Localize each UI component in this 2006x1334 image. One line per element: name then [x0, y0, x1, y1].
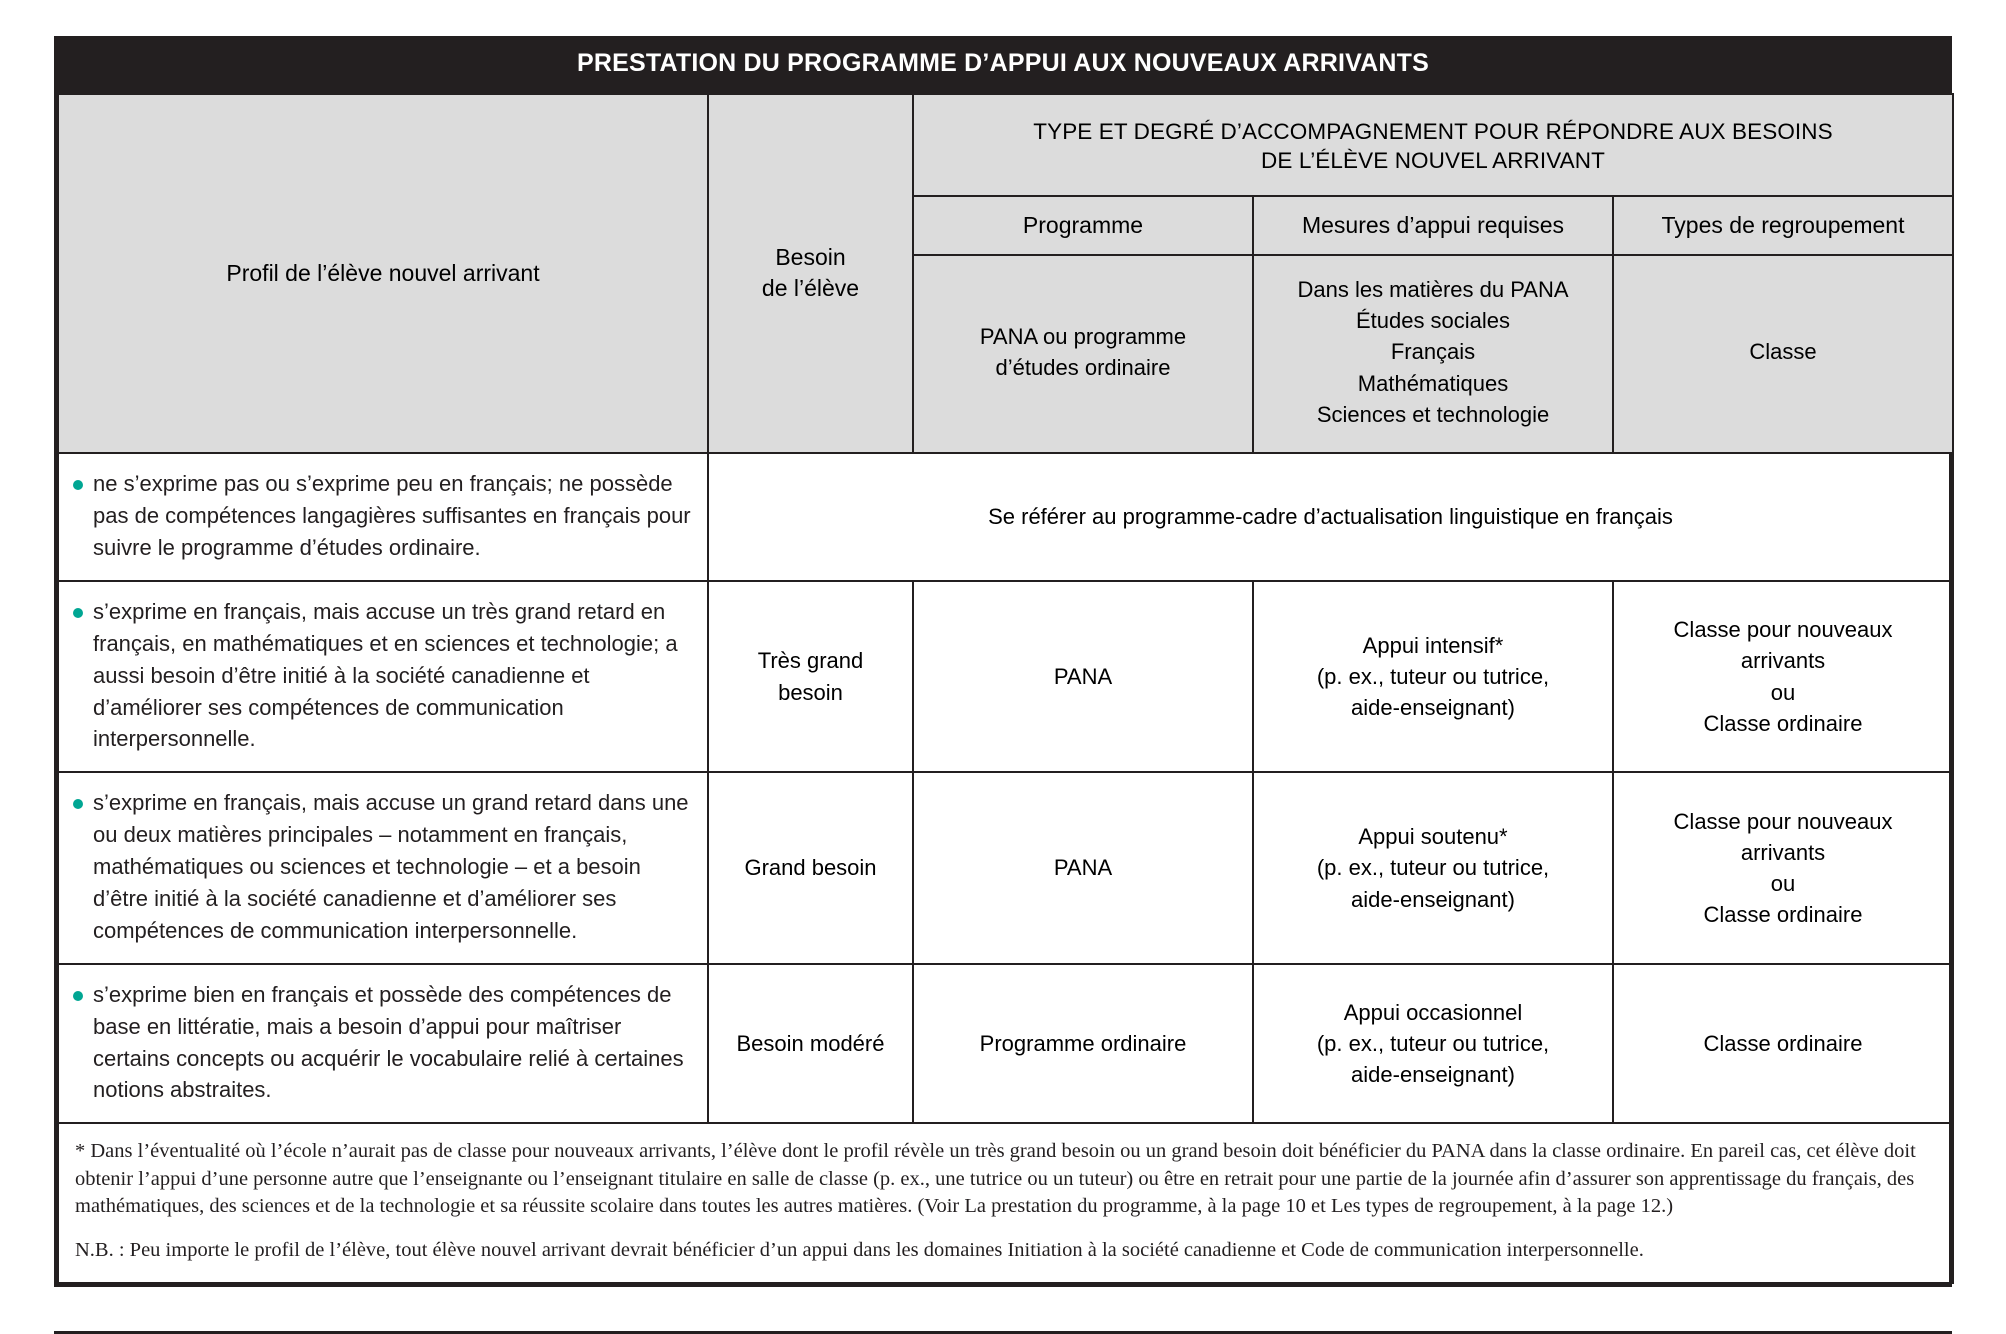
mesures-line-0: Appui soutenu* [1358, 824, 1508, 850]
grid [57, 93, 1954, 1285]
header-group-title-line2: DE L’ÉLÈVE NOUVEL ARRIVANT [1261, 147, 1605, 173]
mesures-line-1: (p. ex., tuteur ou tutrice, [1316, 855, 1550, 881]
besoin-line2: besoin [778, 679, 843, 705]
programme-text: PANA [1053, 663, 1113, 689]
cell-profil [58, 772, 708, 963]
page-title: PRESTATION DU PROGRAMME D’APPUI AUX NOUVEAUX ARRIVANTS [576, 49, 1430, 77]
header-detail-programme-line2: d’études ordinaire [995, 355, 1171, 381]
header-detail-mesures-3: Mathématiques [1357, 370, 1509, 396]
programme-text: Programme ordinaire [979, 1030, 1187, 1056]
header-label-mesures: Mesures d’appui requises [1301, 212, 1565, 238]
cell-types [1613, 964, 1953, 1124]
header-label-types: Types de regroupement [1661, 212, 1905, 238]
besoin-line1: Très grand [757, 648, 864, 674]
table-row [58, 964, 1953, 1124]
table-row [58, 772, 1953, 963]
types-line-0: Classe pour nouveaux [1673, 617, 1893, 643]
cell-besoin [708, 964, 913, 1124]
mesures-line-2: aide-enseignant) [1351, 886, 1515, 912]
cell-programme [913, 772, 1253, 963]
bullet-icon [73, 799, 83, 809]
span-note-text: Se référer au programme-cadre d’actualisation linguistique en français [988, 504, 1673, 529]
header-detail-mesures-1: Études sociales [1355, 308, 1511, 334]
header-detail-programme [913, 255, 1253, 453]
types-line-1: arrivants [1740, 839, 1826, 865]
header-detail-types-label: Classe [1749, 339, 1817, 365]
header-label-programme: Programme [1022, 212, 1144, 238]
types-line-3: Classe ordinaire [1703, 902, 1863, 928]
bullet-icon [73, 608, 83, 618]
bullet-icon [73, 480, 83, 490]
table-row [58, 453, 1953, 581]
footnote-row [58, 1123, 1953, 1283]
cell-types [1613, 581, 1953, 772]
profil-text: s’exprime en français, mais accuse un très grand retard en français, en mathématiques et en sciences et technologie; a aussi besoin d’être initié à la société canadienne et d’améliorer ses compétences de communication interpersonnelle. [93, 598, 678, 752]
programme-text: PANA [1053, 855, 1113, 881]
mesures-line-0: Appui intensif* [1362, 632, 1504, 658]
types-line-0: Classe pour nouveaux [1673, 808, 1893, 834]
mesures-line-1: (p. ex., tuteur ou tutrice, [1316, 663, 1550, 689]
mesures-line-2: aide-enseignant) [1351, 1062, 1515, 1088]
bullet-icon [73, 991, 83, 1001]
cell-profil [58, 453, 708, 581]
types-line-2: ou [1770, 679, 1796, 705]
types-line-0: Classe ordinaire [1703, 1030, 1863, 1056]
cell-programme [913, 964, 1253, 1124]
program-delivery-table [54, 93, 1952, 1288]
footnote-nb: N.B. : Peu importe le profil de l’élève, tout élève nouvel arrivant devrait bénéficier d’un appui dans les domaines Initiation à la société canadienne et Code de communication interpersonnelle. [75, 1238, 1644, 1261]
besoin-line1: Grand besoin [744, 855, 877, 881]
profil-text: s’exprime bien en français et possède des compétences de base en littératie, mais a besoin d’appui pour maîtriser certains concepts ou acquérir le vocabulaire relié à certaines notions abstraites. [93, 981, 684, 1103]
cell-programme [913, 581, 1253, 772]
header-detail-programme-line1: PANA ou programme [979, 323, 1187, 349]
types-line-2: ou [1770, 871, 1796, 897]
footnote-asterisk: * Dans l’éventualité où l’école n’aurait pas de classe pour nouveaux arrivants, l’élève dont le profil révèle un très grand besoin ou un grand besoin doit bénéficier du PANA dans la classe ordinaire. En pareil cas, cet élève doit obtenir l’appui d’une personne autre que l’enseignante ou l’enseignant titulaire en salle de classe (p. ex., une tutrice ou un tuteur) ou être en retrait pour une partie de la journée afin d’assurer son apprentissage du français, des mathématiques, des sciences et de la technologie et sa réussite scolaire dans toutes les autres matières. (Voir La prestation du programme, à la page 10 et Les types de regroupement, à la page 12.) [75, 1140, 1916, 1218]
cell-besoin [708, 581, 913, 772]
header-cell-mesures [1253, 196, 1613, 255]
cell-footnotes [58, 1123, 1953, 1283]
header-detail-mesures [1253, 255, 1613, 453]
header-cell-programme [913, 196, 1253, 255]
header-detail-mesures-0: Dans les matières du PANA [1297, 277, 1569, 302]
types-line-3: Classe ordinaire [1703, 710, 1863, 736]
header-cell-group-title [913, 94, 1953, 197]
cell-span-note [708, 453, 1953, 581]
cell-profil [58, 964, 708, 1124]
header-label-profil: Profil de l’élève nouvel arrivant [226, 259, 540, 286]
header-row-group-title [58, 94, 1953, 197]
cell-besoin [708, 772, 913, 963]
header-cell-profil [58, 94, 708, 454]
header-label-besoin-line2: de l’élève [761, 275, 860, 302]
header-detail-mesures-4: Sciences et technologie [1316, 401, 1550, 427]
cell-types [1613, 772, 1953, 963]
profil-text: s’exprime en français, mais accuse un grand retard dans une ou deux matières principales – notamment en français, mathématiques ou sciences et technologie – et a besoin d’être initié à la société canadienne et d’améliorer ses compétences de communication interpersonnelle. [93, 790, 689, 943]
document-title-bar [54, 36, 1952, 93]
table-row [58, 581, 1953, 772]
types-line-1: arrivants [1740, 648, 1826, 674]
header-group-title-line1: TYPE ET DEGRÉ D’ACCOMPAGNEMENT POUR RÉPONDRE AUX BESOINS [1033, 118, 1833, 144]
header-cell-besoin [708, 94, 913, 454]
header-label-besoin-line1: Besoin [775, 244, 846, 271]
cell-mesures [1253, 964, 1613, 1124]
mesures-line-2: aide-enseignant) [1351, 695, 1515, 721]
header-detail-mesures-2: Français [1390, 339, 1476, 365]
mesures-line-1: (p. ex., tuteur ou tutrice, [1316, 1030, 1550, 1056]
header-cell-types [1613, 196, 1953, 255]
profil-text: ne s’exprime pas ou s’exprime peu en français; ne possède pas de compétences langagières suffisantes en français pour suivre le programme d’études ordinaire. [93, 471, 691, 560]
cell-profil [58, 581, 708, 772]
besoin-line1: Besoin modéré [736, 1030, 885, 1056]
header-detail-types [1613, 255, 1953, 453]
mesures-line-0: Appui occasionnel [1343, 999, 1523, 1025]
cell-mesures [1253, 772, 1613, 963]
cell-mesures [1253, 581, 1613, 772]
